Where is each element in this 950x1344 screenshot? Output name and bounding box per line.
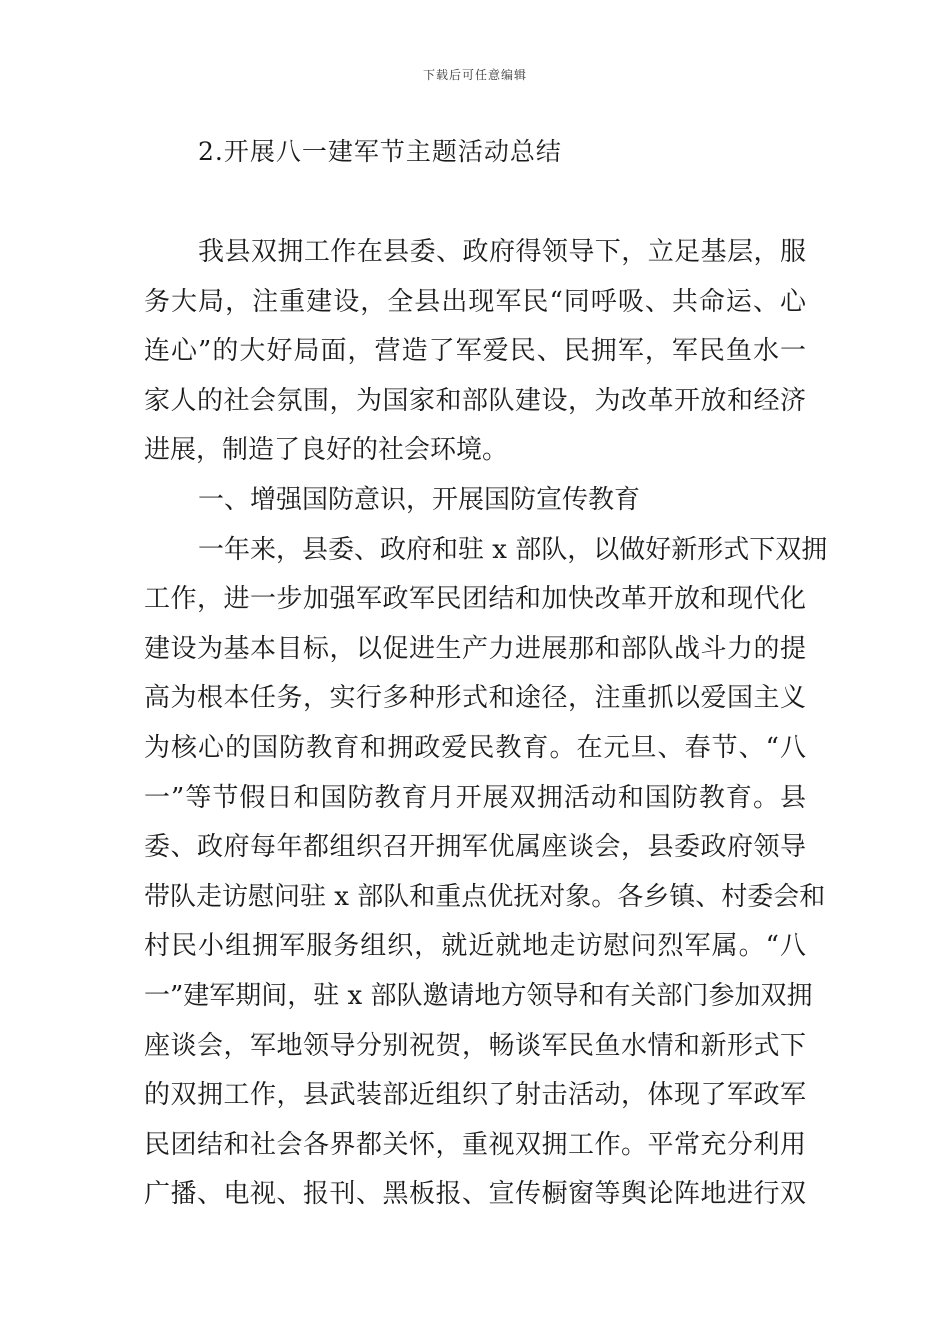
section-heading: 一、增强国防意识，开展国防宣传教育 [198, 484, 641, 515]
document-title: 2.开展八一建军节主题活动总结 [198, 137, 562, 166]
text-line: 我县双拥工作在县委、政府得领导下，立足基层，服 [198, 237, 806, 267]
text-line: 委、政府每年都组织召开拥军优属座谈会，县委政府领导 [144, 832, 806, 863]
text-line: 的双拥工作，县武装部近组织了射击活动，体现了军政军 [144, 1080, 806, 1111]
text-line: 高为根本任务，实行多种形式和途径，注重抓以爱国主义 [144, 683, 806, 714]
text-line: 进展，制造了良好的社会环境。 [144, 435, 509, 466]
text-line: 工作，进一步加强军政军民团结和加快改革开放和现代化 [144, 584, 806, 615]
text-line: 连心”的大好局面，营造了军爱民、民拥军，军民鱼水一 [144, 336, 806, 367]
text-line: 座谈会，军地领导分别祝贺，畅谈军民鱼水情和新形式下 [144, 1030, 806, 1061]
body-text [144, 228, 828, 1220]
header-note: 下载后可任意编辑 [422, 68, 527, 82]
text-line: 广播、电视、报刊、黑板报、宣传橱窗等舆论阵地进行双 [144, 1179, 806, 1210]
text-line: 为核心的国防教育和拥政爱民教育。在元旦、春节、“八 [144, 732, 806, 763]
text-line: 家人的社会氛围，为国家和部队建设，为改革开放和经济 [144, 385, 806, 416]
text-line: 一”建军期间，驻 x 部队邀请地方领导和有关部门参加双拥 [144, 980, 813, 1011]
text-line: 村民小组拥军服务组织，就近就地走访慰问烈军属。“八 [144, 931, 806, 962]
text-line: 务大局，注重建设，全县出现军民“同呼吸、共命运、心 [144, 286, 806, 317]
text-line: 一”等节假日和国防教育月开展双拥活动和国防教育。县 [144, 782, 806, 813]
text-line: 带队走访慰问驻 x 部队和重点优抚对象。各乡镇、村委会和 [144, 881, 826, 912]
text-line: 一年来，县委、政府和驻 x 部队，以做好新形式下双拥 [198, 534, 828, 565]
text-line: 民团结和社会各界都关怀，重视双拥工作。平常充分利用 [144, 1129, 806, 1160]
text-line: 建设为基本目标，以促进生产力进展那和部队战斗力的提 [144, 633, 806, 664]
